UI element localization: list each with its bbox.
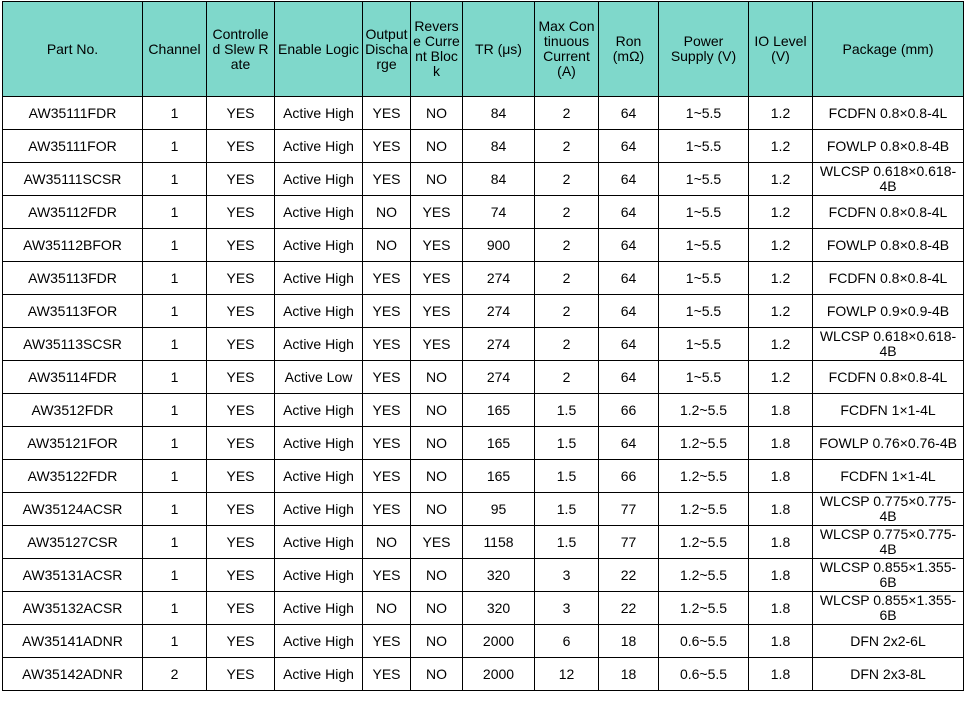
header-tr: TR (μs) <box>463 2 535 97</box>
cell-slew-rate: YES <box>207 658 275 691</box>
cell-tr: 274 <box>463 328 535 361</box>
cell-output-discharge: YES <box>363 460 411 493</box>
cell-max-current: 1.5 <box>535 493 599 526</box>
cell-ron: 64 <box>599 328 659 361</box>
cell-package: FOWLP 0.9×0.9-4B <box>813 295 964 328</box>
product-spec-table <box>2 1 964 691</box>
cell-channel: 1 <box>143 460 207 493</box>
cell-tr: 320 <box>463 559 535 592</box>
cell-slew-rate: YES <box>207 262 275 295</box>
table-row <box>3 295 964 328</box>
cell-reverse-current-block: NO <box>411 658 463 691</box>
table-row <box>3 328 964 361</box>
cell-tr: 84 <box>463 163 535 196</box>
cell-part-no: AW35141ADNR <box>3 625 143 658</box>
cell-ron: 22 <box>599 559 659 592</box>
cell-ron: 77 <box>599 526 659 559</box>
cell-slew-rate: YES <box>207 328 275 361</box>
cell-max-current: 2 <box>535 295 599 328</box>
cell-package: WLCSP 0.775×0.775-4B <box>813 493 964 526</box>
cell-max-current: 2 <box>535 262 599 295</box>
cell-max-current: 1.5 <box>535 526 599 559</box>
cell-io-level: 1.8 <box>749 658 813 691</box>
cell-max-current: 12 <box>535 658 599 691</box>
cell-slew-rate: YES <box>207 592 275 625</box>
table-row <box>3 493 964 526</box>
cell-ron: 18 <box>599 625 659 658</box>
header-output-discharge: Output Discharge <box>363 2 411 97</box>
header-io-level: IO Level (V) <box>749 2 813 97</box>
cell-power-supply: 1.2~5.5 <box>659 526 749 559</box>
table-row <box>3 163 964 196</box>
cell-part-no: AW35113FDR <box>3 262 143 295</box>
cell-ron: 77 <box>599 493 659 526</box>
cell-enable-logic: Active High <box>275 394 363 427</box>
cell-channel: 1 <box>143 559 207 592</box>
cell-io-level: 1.2 <box>749 130 813 163</box>
cell-power-supply: 1~5.5 <box>659 328 749 361</box>
cell-max-current: 2 <box>535 361 599 394</box>
cell-power-supply: 1~5.5 <box>659 361 749 394</box>
cell-io-level: 1.2 <box>749 295 813 328</box>
table-row <box>3 196 964 229</box>
cell-power-supply: 0.6~5.5 <box>659 658 749 691</box>
cell-io-level: 1.8 <box>749 625 813 658</box>
cell-enable-logic: Active High <box>275 460 363 493</box>
cell-reverse-current-block: YES <box>411 229 463 262</box>
cell-output-discharge: NO <box>363 196 411 229</box>
cell-ron: 66 <box>599 460 659 493</box>
cell-package: FCDFN 1×1-4L <box>813 460 964 493</box>
cell-power-supply: 0.6~5.5 <box>659 625 749 658</box>
cell-enable-logic: Active High <box>275 262 363 295</box>
header-package: Package (mm) <box>813 2 964 97</box>
cell-output-discharge: YES <box>363 361 411 394</box>
cell-slew-rate: YES <box>207 394 275 427</box>
cell-ron: 64 <box>599 295 659 328</box>
cell-power-supply: 1.2~5.5 <box>659 394 749 427</box>
header-max-continuous-current: Max Continuous Current (A) <box>535 2 599 97</box>
cell-reverse-current-block: NO <box>411 97 463 130</box>
cell-package: FOWLP 0.8×0.8-4B <box>813 229 964 262</box>
cell-output-discharge: NO <box>363 229 411 262</box>
header-power-supply: Power Supply (V) <box>659 2 749 97</box>
cell-tr: 165 <box>463 394 535 427</box>
cell-output-discharge: YES <box>363 262 411 295</box>
cell-reverse-current-block: NO <box>411 427 463 460</box>
cell-part-no: AW35112FDR <box>3 196 143 229</box>
cell-package: FCDFN 0.8×0.8-4L <box>813 262 964 295</box>
cell-channel: 1 <box>143 625 207 658</box>
table-row <box>3 559 964 592</box>
cell-output-discharge: NO <box>363 526 411 559</box>
cell-max-current: 2 <box>535 229 599 262</box>
cell-package: WLCSP 0.855×1.355-6B <box>813 592 964 625</box>
cell-slew-rate: YES <box>207 460 275 493</box>
cell-power-supply: 1~5.5 <box>659 130 749 163</box>
header-part-no: Part No. <box>3 2 143 97</box>
table-row <box>3 427 964 460</box>
cell-tr: 165 <box>463 427 535 460</box>
table-row <box>3 130 964 163</box>
cell-channel: 1 <box>143 493 207 526</box>
cell-part-no: AW35124ACSR <box>3 493 143 526</box>
cell-ron: 66 <box>599 394 659 427</box>
cell-output-discharge: YES <box>363 658 411 691</box>
cell-package: WLCSP 0.855×1.355-6B <box>813 559 964 592</box>
cell-enable-logic: Active High <box>275 427 363 460</box>
table-row <box>3 361 964 394</box>
cell-output-discharge: NO <box>363 592 411 625</box>
cell-power-supply: 1.2~5.5 <box>659 460 749 493</box>
cell-slew-rate: YES <box>207 493 275 526</box>
table-row <box>3 658 964 691</box>
cell-reverse-current-block: YES <box>411 196 463 229</box>
cell-max-current: 3 <box>535 592 599 625</box>
cell-enable-logic: Active High <box>275 229 363 262</box>
cell-ron: 64 <box>599 427 659 460</box>
cell-tr: 274 <box>463 361 535 394</box>
cell-reverse-current-block: NO <box>411 592 463 625</box>
cell-part-no: AW35122FDR <box>3 460 143 493</box>
cell-reverse-current-block: YES <box>411 526 463 559</box>
cell-output-discharge: YES <box>363 328 411 361</box>
cell-channel: 1 <box>143 196 207 229</box>
cell-part-no: AW35127CSR <box>3 526 143 559</box>
cell-part-no: AW35111FOR <box>3 130 143 163</box>
cell-enable-logic: Active High <box>275 130 363 163</box>
cell-max-current: 1.5 <box>535 394 599 427</box>
cell-package: WLCSP 0.775×0.775-4B <box>813 526 964 559</box>
cell-tr: 1158 <box>463 526 535 559</box>
cell-enable-logic: Active Low <box>275 361 363 394</box>
cell-slew-rate: YES <box>207 295 275 328</box>
cell-slew-rate: YES <box>207 97 275 130</box>
cell-slew-rate: YES <box>207 559 275 592</box>
cell-channel: 1 <box>143 163 207 196</box>
cell-tr: 900 <box>463 229 535 262</box>
cell-power-supply: 1.2~5.5 <box>659 427 749 460</box>
cell-slew-rate: YES <box>207 361 275 394</box>
cell-enable-logic: Active High <box>275 295 363 328</box>
cell-tr: 84 <box>463 97 535 130</box>
cell-package: WLCSP 0.618×0.618-4B <box>813 163 964 196</box>
cell-channel: 2 <box>143 658 207 691</box>
cell-tr: 2000 <box>463 625 535 658</box>
cell-max-current: 6 <box>535 625 599 658</box>
header-ron: Ron (mΩ) <box>599 2 659 97</box>
cell-io-level: 1.8 <box>749 427 813 460</box>
cell-enable-logic: Active High <box>275 592 363 625</box>
cell-reverse-current-block: YES <box>411 295 463 328</box>
cell-output-discharge: YES <box>363 427 411 460</box>
cell-package: FCDFN 1×1-4L <box>813 394 964 427</box>
cell-max-current: 3 <box>535 559 599 592</box>
cell-part-no: AW35132ACSR <box>3 592 143 625</box>
cell-io-level: 1.8 <box>749 394 813 427</box>
cell-tr: 274 <box>463 295 535 328</box>
cell-ron: 18 <box>599 658 659 691</box>
cell-enable-logic: Active High <box>275 493 363 526</box>
cell-part-no: AW35113FOR <box>3 295 143 328</box>
cell-enable-logic: Active High <box>275 526 363 559</box>
table-row <box>3 625 964 658</box>
cell-enable-logic: Active High <box>275 163 363 196</box>
cell-channel: 1 <box>143 229 207 262</box>
cell-channel: 1 <box>143 97 207 130</box>
cell-power-supply: 1.2~5.5 <box>659 559 749 592</box>
cell-io-level: 1.8 <box>749 592 813 625</box>
table-row <box>3 526 964 559</box>
cell-ron: 64 <box>599 97 659 130</box>
cell-max-current: 2 <box>535 196 599 229</box>
cell-tr: 95 <box>463 493 535 526</box>
cell-output-discharge: YES <box>363 295 411 328</box>
cell-max-current: 2 <box>535 328 599 361</box>
cell-channel: 1 <box>143 361 207 394</box>
table-body <box>3 97 964 691</box>
cell-power-supply: 1.2~5.5 <box>659 493 749 526</box>
table-row <box>3 592 964 625</box>
cell-tr: 320 <box>463 592 535 625</box>
cell-part-no: AW35111SCSR <box>3 163 143 196</box>
cell-part-no: AW35113SCSR <box>3 328 143 361</box>
cell-part-no: AW35111FDR <box>3 97 143 130</box>
header-enable-logic: Enable Logic <box>275 2 363 97</box>
cell-enable-logic: Active High <box>275 196 363 229</box>
cell-part-no: AW35121FOR <box>3 427 143 460</box>
cell-reverse-current-block: NO <box>411 130 463 163</box>
cell-enable-logic: Active High <box>275 97 363 130</box>
cell-package: FCDFN 0.8×0.8-4L <box>813 97 964 130</box>
cell-reverse-current-block: NO <box>411 361 463 394</box>
header-reverse-current-block: Reverse Current Block <box>411 2 463 97</box>
cell-output-discharge: YES <box>363 394 411 427</box>
cell-tr: 2000 <box>463 658 535 691</box>
cell-power-supply: 1~5.5 <box>659 196 749 229</box>
cell-max-current: 2 <box>535 97 599 130</box>
cell-channel: 1 <box>143 427 207 460</box>
cell-ron: 64 <box>599 130 659 163</box>
cell-reverse-current-block: NO <box>411 163 463 196</box>
cell-power-supply: 1~5.5 <box>659 295 749 328</box>
cell-enable-logic: Active High <box>275 658 363 691</box>
table-header-row <box>3 2 964 97</box>
cell-slew-rate: YES <box>207 625 275 658</box>
cell-power-supply: 1~5.5 <box>659 163 749 196</box>
cell-slew-rate: YES <box>207 163 275 196</box>
cell-part-no: AW3512FDR <box>3 394 143 427</box>
cell-power-supply: 1.2~5.5 <box>659 592 749 625</box>
cell-ron: 64 <box>599 361 659 394</box>
cell-reverse-current-block: NO <box>411 394 463 427</box>
cell-slew-rate: YES <box>207 526 275 559</box>
cell-io-level: 1.2 <box>749 229 813 262</box>
cell-slew-rate: YES <box>207 196 275 229</box>
cell-enable-logic: Active High <box>275 559 363 592</box>
cell-power-supply: 1~5.5 <box>659 97 749 130</box>
cell-part-no: AW35131ACSR <box>3 559 143 592</box>
cell-output-discharge: YES <box>363 163 411 196</box>
cell-tr: 84 <box>463 130 535 163</box>
cell-io-level: 1.2 <box>749 262 813 295</box>
cell-max-current: 1.5 <box>535 427 599 460</box>
cell-reverse-current-block: NO <box>411 625 463 658</box>
cell-output-discharge: YES <box>363 130 411 163</box>
cell-output-discharge: YES <box>363 97 411 130</box>
cell-io-level: 1.8 <box>749 460 813 493</box>
cell-max-current: 1.5 <box>535 460 599 493</box>
cell-package: FOWLP 0.8×0.8-4B <box>813 130 964 163</box>
cell-ron: 64 <box>599 196 659 229</box>
cell-io-level: 1.2 <box>749 163 813 196</box>
cell-reverse-current-block: NO <box>411 460 463 493</box>
table-row <box>3 229 964 262</box>
cell-io-level: 1.2 <box>749 328 813 361</box>
cell-channel: 1 <box>143 295 207 328</box>
cell-enable-logic: Active High <box>275 625 363 658</box>
table-row <box>3 97 964 130</box>
cell-channel: 1 <box>143 130 207 163</box>
cell-io-level: 1.8 <box>749 559 813 592</box>
cell-tr: 74 <box>463 196 535 229</box>
cell-tr: 165 <box>463 460 535 493</box>
cell-output-discharge: YES <box>363 493 411 526</box>
cell-package: FCDFN 0.8×0.8-4L <box>813 361 964 394</box>
cell-part-no: AW35142ADNR <box>3 658 143 691</box>
cell-reverse-current-block: NO <box>411 493 463 526</box>
cell-ron: 64 <box>599 229 659 262</box>
cell-power-supply: 1~5.5 <box>659 262 749 295</box>
cell-channel: 1 <box>143 262 207 295</box>
table-row <box>3 460 964 493</box>
cell-output-discharge: YES <box>363 559 411 592</box>
table-row <box>3 394 964 427</box>
cell-channel: 1 <box>143 394 207 427</box>
cell-reverse-current-block: YES <box>411 262 463 295</box>
cell-channel: 1 <box>143 328 207 361</box>
cell-tr: 274 <box>463 262 535 295</box>
cell-slew-rate: YES <box>207 229 275 262</box>
cell-package: DFN 2x3-8L <box>813 658 964 691</box>
cell-channel: 1 <box>143 592 207 625</box>
cell-max-current: 2 <box>535 163 599 196</box>
cell-package: FCDFN 0.8×0.8-4L <box>813 196 964 229</box>
cell-part-no: AW35114FDR <box>3 361 143 394</box>
cell-max-current: 2 <box>535 130 599 163</box>
cell-package: WLCSP 0.618×0.618-4B <box>813 328 964 361</box>
cell-reverse-current-block: NO <box>411 559 463 592</box>
cell-enable-logic: Active High <box>275 328 363 361</box>
cell-io-level: 1.2 <box>749 196 813 229</box>
header-controlled-slew-rate: Controlled Slew Rate <box>207 2 275 97</box>
cell-slew-rate: YES <box>207 427 275 460</box>
cell-package: FOWLP 0.76×0.76-4B <box>813 427 964 460</box>
cell-io-level: 1.8 <box>749 493 813 526</box>
cell-power-supply: 1~5.5 <box>659 229 749 262</box>
cell-package: DFN 2x2-6L <box>813 625 964 658</box>
cell-io-level: 1.2 <box>749 97 813 130</box>
cell-part-no: AW35112BFOR <box>3 229 143 262</box>
cell-ron: 64 <box>599 262 659 295</box>
cell-channel: 1 <box>143 526 207 559</box>
cell-reverse-current-block: YES <box>411 328 463 361</box>
cell-output-discharge: YES <box>363 625 411 658</box>
cell-io-level: 1.8 <box>749 526 813 559</box>
cell-ron: 22 <box>599 592 659 625</box>
table-row <box>3 262 964 295</box>
header-channel: Channel <box>143 2 207 97</box>
cell-slew-rate: YES <box>207 130 275 163</box>
cell-ron: 64 <box>599 163 659 196</box>
cell-io-level: 1.2 <box>749 361 813 394</box>
